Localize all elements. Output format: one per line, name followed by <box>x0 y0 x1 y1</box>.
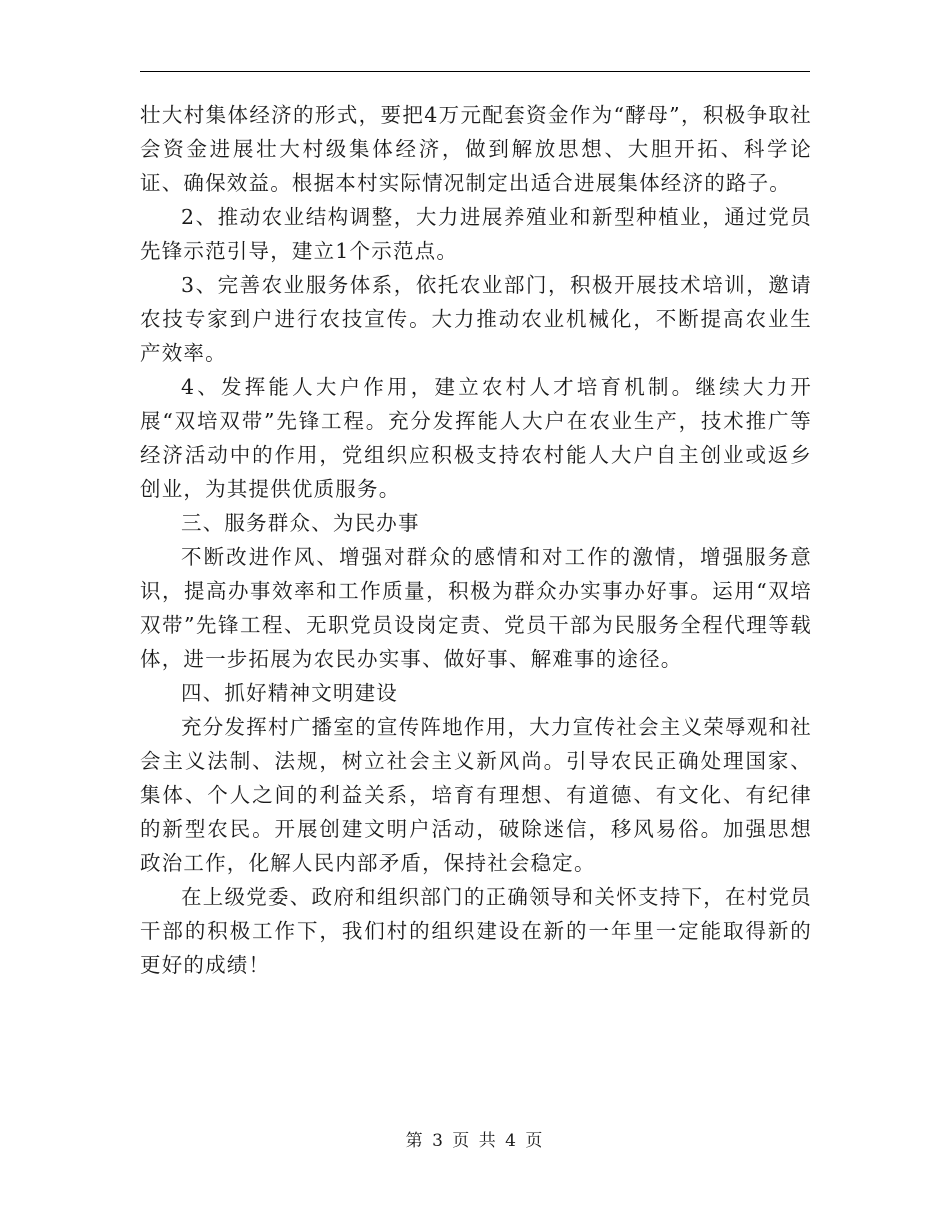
header-rule <box>140 71 810 72</box>
paragraph: 壮大村集体经济的形式，要把4万元配套资金作为“酵母”，积极争取社会资金进展壮大村级集体经济，做到解放思想、大胆开拓、科学论证、确保效益。根据本村实际情况制定出适合进展集体经济的路子。 <box>140 103 812 195</box>
paragraph: 2、推动农业结构调整，大力进展养殖业和新型种植业，通过党员先锋示范引导，建立1个示范点。 <box>140 205 812 263</box>
paragraph: 不断改进作风、增强对群众的感情和对工作的激情，增强服务意识，提高办事效率和工作质量，积极为群众办实事办好事。运用“双培双带”先锋工程、无职党员设岗定责、党员干部为民服务全程代理等载体，进一步拓展为农民办实事、做好事、解难事的途径。 <box>140 545 812 671</box>
paragraph: 3、完善农业服务体系，依托农业部门，积极开展技术培训，邀请农技专家到户进行农技宣传。大力推动农业机械化，不断提高农业生产效率。 <box>140 273 812 365</box>
section-heading: 三、服务群众、为民办事 <box>181 511 420 535</box>
page-number-footer: 第 3 页 共 4 页 <box>405 1131 545 1151</box>
closing-paragraph: 在上级党委、政府和组织部门的正确领导和关怀支持下，在村党员干部的积极工作下，我们村的组织建设在新的一年里一定能取得新的更好的成绩！ <box>140 885 812 977</box>
section-heading: 四、抓好精神文明建设 <box>181 681 398 705</box>
paragraph: 充分发挥村广播室的宣传阵地作用，大力宣传社会主义荣辱观和社会主义法制、法规，树立社会主义新风尚。引导农民正确处理国家、集体、个人之间的利益关系，培育有理想、有道德、有文化、有纪律的新型农民。开展创建文明户活动，破除迷信，移风易俗。加强思想政治工作，化解人民内部矛盾，保持社会稳定。 <box>140 715 812 875</box>
document-body <box>140 98 812 982</box>
paragraph: 4、发挥能人大户作用，建立农村人才培育机制。继续大力开展“双培双带”先锋工程。充分发挥能人大户在农业生产，技术推广等经济活动中的作用，党组织应积极支持农村能人大户自主创业或返乡创业，为其提供优质服务。 <box>140 375 812 501</box>
